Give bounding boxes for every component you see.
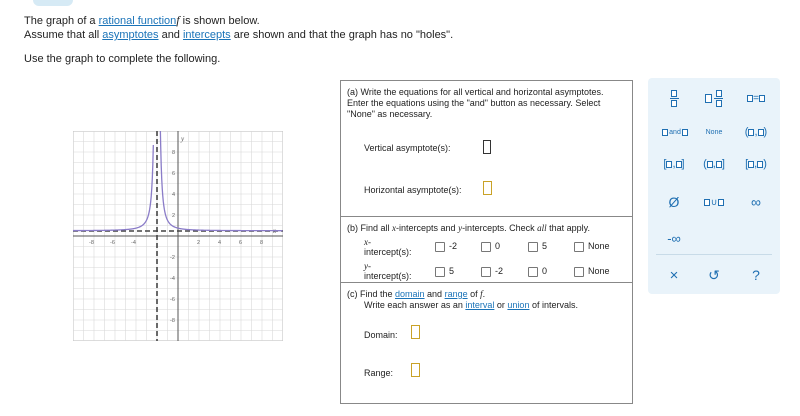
- y-tick-label: 8: [172, 150, 176, 156]
- x-tick-label: 2: [197, 240, 201, 246]
- union-link[interactable]: union: [507, 300, 530, 310]
- x-intercept-option[interactable]: -2: [435, 241, 457, 252]
- y-intercepts-label: y- intercept(s):: [364, 261, 412, 281]
- interval-link[interactable]: interval: [465, 300, 495, 310]
- problem-intro: [24, 13, 453, 42]
- help-icon[interactable]: ?: [752, 267, 760, 283]
- intro-text: and: [158, 29, 183, 41]
- part-a-section: [341, 81, 632, 216]
- domain-label: Domain:: [364, 330, 398, 340]
- y-tick-label: -2: [170, 255, 175, 261]
- y-tick-label: -6: [170, 297, 175, 303]
- checkbox[interactable]: [574, 267, 584, 277]
- clear-icon[interactable]: ×: [669, 266, 679, 284]
- union-button[interactable]: ∪: [696, 192, 732, 212]
- math-toolbar: [648, 78, 780, 294]
- intro-text: Assume that all: [24, 29, 103, 41]
- part-a-question: (a) Write the equations for all vertical and horizontal asymptotes. Enter the equations using the "and" button as necessary. Select "None" as necessary.: [347, 87, 604, 119]
- equals-button[interactable]: =: [738, 86, 774, 110]
- domain-link[interactable]: domain: [395, 289, 425, 299]
- part-b-section: [341, 216, 632, 282]
- checkbox[interactable]: [528, 267, 538, 277]
- function-graph: [73, 131, 283, 341]
- function-name: f: [176, 13, 180, 27]
- open-interval-button[interactable]: ( , ): [744, 126, 768, 138]
- part-c-question: (c) Find the domain and range of f. Write each answer as an interval or union of intervals.: [347, 289, 578, 310]
- horizontal-asymptote-label: Horizontal asymptote(s):: [364, 185, 462, 195]
- undo-icon[interactable]: ↺: [708, 266, 720, 283]
- checkbox[interactable]: [574, 242, 584, 252]
- x-tick-label: -6: [110, 240, 115, 246]
- x-intercepts-label: x- intercept(s):: [364, 237, 412, 257]
- y-tick-label: -4: [170, 276, 175, 282]
- x-axis-label: x: [273, 227, 277, 235]
- domain-input[interactable]: [411, 325, 420, 339]
- y-intercept-option[interactable]: None: [574, 266, 610, 277]
- x-intercept-option[interactable]: 5: [528, 241, 547, 252]
- intro-text: are shown and that the graph has no "holes".: [230, 29, 454, 41]
- x-tick-label: -4: [131, 240, 136, 246]
- y-intercept-option[interactable]: 5: [435, 266, 454, 277]
- and-button[interactable]: and: [656, 122, 694, 142]
- vertical-asymptote-label: Vertical asymptote(s):: [364, 143, 451, 153]
- x-tick-label: -8: [89, 240, 94, 246]
- asymptotes-link[interactable]: asymptotes: [102, 29, 159, 41]
- checkbox[interactable]: [481, 267, 491, 277]
- right-open-interval-button[interactable]: [ , ): [745, 158, 767, 170]
- part-c-section: [341, 282, 632, 403]
- y-intercept-option[interactable]: -2: [481, 266, 503, 277]
- checkbox[interactable]: [528, 242, 538, 252]
- x-tick-label: 8: [260, 240, 264, 246]
- rational-function-link[interactable]: rational function: [98, 15, 177, 27]
- range-input[interactable]: [411, 363, 420, 377]
- negative-infinity-button[interactable]: -∞: [667, 230, 681, 246]
- none-button[interactable]: None: [705, 128, 723, 136]
- checkbox[interactable]: [435, 267, 445, 277]
- y-tick-label: 2: [172, 213, 176, 219]
- toolbar-divider: [656, 254, 772, 255]
- infinity-button[interactable]: ∞: [751, 194, 761, 210]
- tab-indicator: [33, 0, 73, 6]
- vertical-asymptote-input[interactable]: [483, 140, 491, 154]
- x-tick-label: 4: [218, 240, 222, 246]
- instruction-text: Use the graph to complete the following.: [24, 53, 221, 65]
- checkbox[interactable]: [435, 242, 445, 252]
- x-tick-label: 6: [239, 240, 243, 246]
- intercepts-link[interactable]: intercepts: [182, 29, 231, 41]
- intro-text: is shown below.: [179, 15, 260, 27]
- intro-text: The graph of a: [24, 15, 99, 27]
- left-open-interval-button[interactable]: ( , ]: [703, 158, 725, 170]
- question-panel: [340, 80, 633, 404]
- x-intercept-option[interactable]: 0: [481, 241, 500, 252]
- y-tick-label: 4: [172, 192, 176, 198]
- checkbox[interactable]: [481, 242, 491, 252]
- mixed-number-button[interactable]: [696, 86, 732, 110]
- fraction-button[interactable]: [656, 86, 692, 110]
- y-intercept-option[interactable]: 0: [528, 266, 547, 277]
- part-b-question: (b) Find all x-intercepts and y-intercepts. Check all that apply.: [347, 223, 590, 233]
- y-tick-label: 6: [172, 171, 176, 177]
- closed-interval-button[interactable]: [ , ]: [663, 158, 685, 170]
- x-intercept-option[interactable]: None: [574, 241, 610, 252]
- range-label: Range:: [364, 368, 394, 378]
- y-tick-label: -8: [170, 318, 175, 324]
- horizontal-asymptote-input[interactable]: [483, 181, 492, 195]
- empty-set-button[interactable]: Ø: [668, 194, 680, 210]
- y-axis-label: y: [181, 135, 185, 143]
- range-link[interactable]: range: [444, 289, 468, 299]
